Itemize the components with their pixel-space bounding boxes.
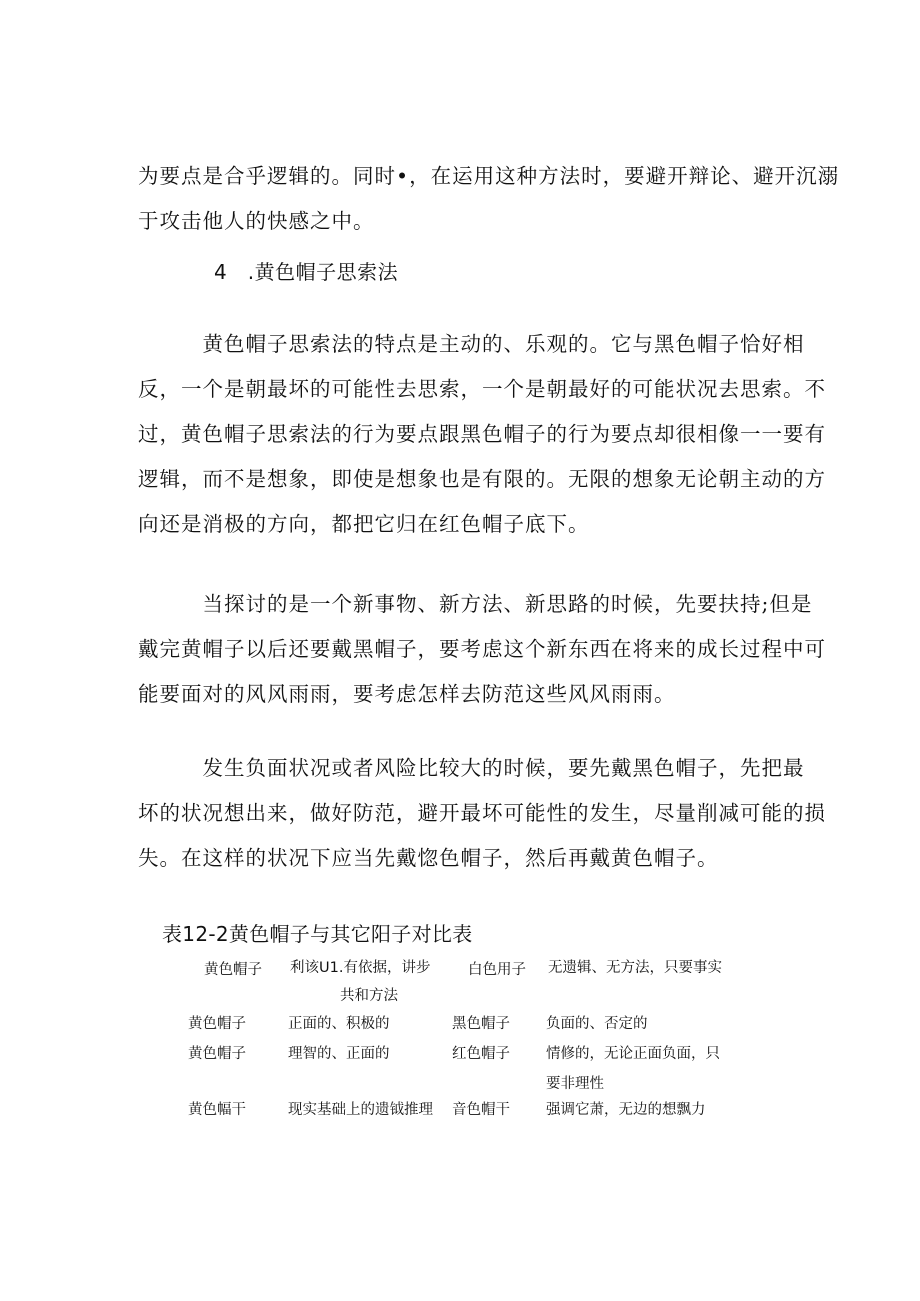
paragraph-line: 过，黄色帽子思索法的行为要点跟黑色帽子的行为要点却很相像一一要有 bbox=[138, 422, 826, 446]
table-caption: 表12-2黄色帽子与其它阳子对比表 bbox=[162, 922, 473, 946]
paragraph-line: 反，一个是朝最坏的可能性去思索，一个是朝最好的可能状况去思索。不 bbox=[138, 377, 826, 401]
table-cell: 理智的、正面的 bbox=[288, 1046, 390, 1062]
table-cell: 利该U1.有依据，讲步 bbox=[290, 960, 431, 976]
section-heading: 4 .黄色帽子思索法 bbox=[214, 260, 399, 284]
paragraph-line: 为要点是合乎逻辑的。同时•，在运用这种方法时，要避开辩论、避开沉溺 bbox=[138, 164, 840, 188]
table-cell: 情修的，无论正面负面，只 bbox=[546, 1046, 720, 1062]
table-cell: 正面的、积极的 bbox=[288, 1016, 390, 1032]
table-cell: 黄色帽子 bbox=[204, 962, 262, 978]
paragraph-line: 当探讨的是一个新事物、新方法、新思路的时候，先要扶持;但是 bbox=[138, 592, 813, 616]
table-cell: 红色帽子 bbox=[452, 1046, 510, 1062]
paragraph-line: 坏的状况想出来，做好防范，避开最坏可能性的发生，尽量削减可能的损 bbox=[138, 801, 826, 825]
table-cell: 现实基础上的遗钺推理 bbox=[288, 1102, 433, 1118]
paragraph-3 bbox=[138, 582, 826, 717]
paragraph-2 bbox=[138, 322, 826, 547]
table-cell: 黄色幅干 bbox=[188, 1102, 246, 1118]
paragraph-line: 逻辑，而不是想象，即使是想象也是有限的。无限的想象无论朝主动的方 bbox=[138, 467, 826, 491]
table-cell: 共和方法 bbox=[340, 988, 398, 1004]
paragraph-line: 向还是消极的方向，都把它归在红色帽子底下。 bbox=[138, 512, 590, 536]
table-cell: 黄色帽子 bbox=[188, 1046, 246, 1062]
table-cell: 白色用子 bbox=[468, 962, 526, 978]
table-cell: 无遗辑、无方法，只要事实 bbox=[548, 960, 722, 976]
table-cell: 要非理性 bbox=[546, 1076, 604, 1092]
paragraph-line: 能要面对的风风雨雨，要考虑怎样去防范这些风风雨雨。 bbox=[138, 682, 676, 706]
paragraph-1 bbox=[138, 154, 840, 244]
paragraph-line: 失。在这样的状况下应当先戴惚色帽子，然后再戴黄色帽子。 bbox=[138, 846, 719, 870]
table-cell: 音色帽干 bbox=[452, 1102, 510, 1118]
table-cell: 黑色帽子 bbox=[452, 1016, 510, 1032]
table-cell: 黄色帽子 bbox=[188, 1016, 246, 1032]
paragraph-line: 发生负面状况或者风险比较大的时候，要先戴黑色帽子，先把最 bbox=[138, 756, 805, 780]
table-cell: 负面的、否定的 bbox=[546, 1016, 648, 1032]
paragraph-line: 戴完黄帽子以后还要戴黑帽子，要考虑这个新东西在将来的成长过程中可 bbox=[138, 637, 826, 661]
paragraph-line: 于攻击他人的快感之中。 bbox=[138, 209, 375, 233]
table-cell: 强调它萧，无边的想飘力 bbox=[546, 1102, 706, 1118]
paragraph-line: 黄色帽子思索法的特点是主动的、乐观的。它与黑色帽子恰好相 bbox=[138, 332, 805, 356]
paragraph-4 bbox=[138, 746, 826, 881]
